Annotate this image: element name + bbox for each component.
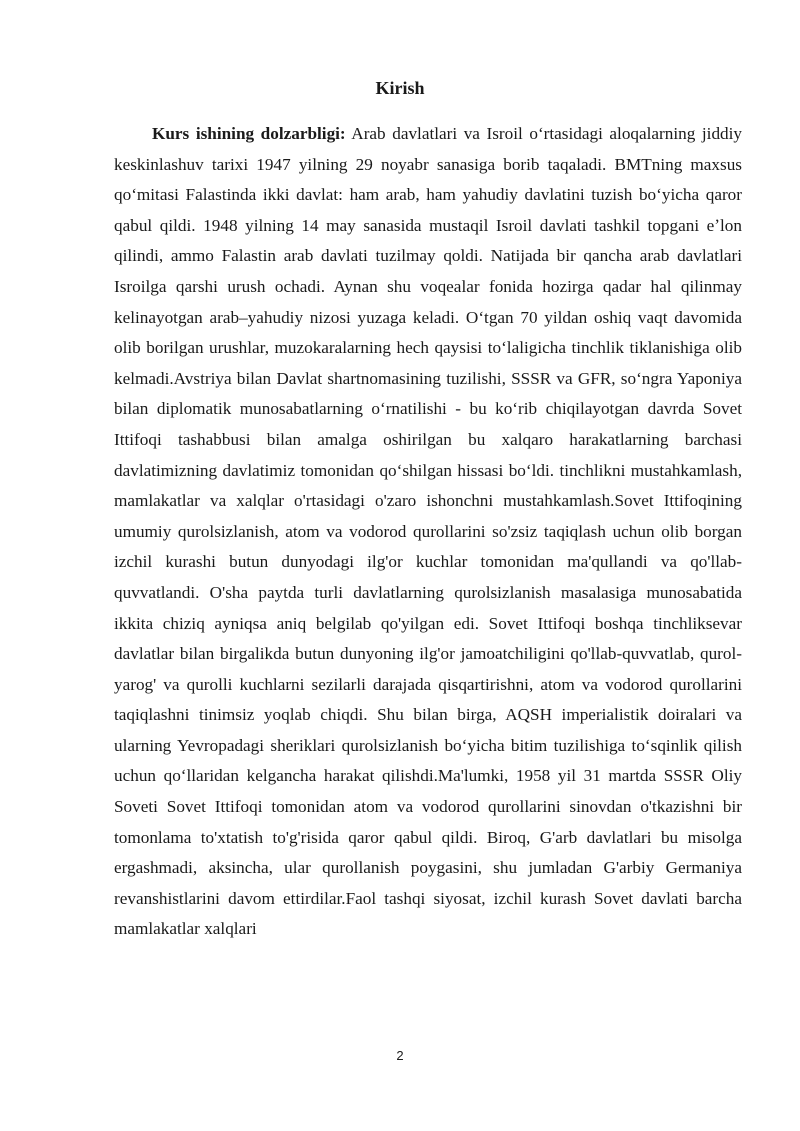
page-number: 2	[396, 1048, 404, 1063]
body-paragraph	[114, 119, 742, 945]
paragraph-text: Arab davlatlari va Isroil oʻrtasidagi aloqalarning jiddiy keskinlashuv tarixi 1947 yilning 29 noyabr sanasiga borib taqaladi. BMTning maxsus qoʻmitasi Falastinda ikki davlat: ham arab, ham yahudiy davlatini tuzish boʻyicha qaror qabul qildi. 1948 yilning 14 may sanasida mustaqil Isroil davlati tashkil topgani eʼlon qilindi, ammo Falastin arab davlati tuzilmay qoldi. Natijada bir qancha arab davlatlari Isroilga qarshi urush ochadi. Aynan shu voqealar fonida hozirga qadar hal qilinmay kelinayotgan arab–yahudiy nizosi yuzaga keladi. Oʻtgan 70 yildan oshiq vaqt davomida olib borilgan urushlar, muzokaralarning hech qaysisi toʻlaligicha tinchlik tiklanishiga olib kelmadi.Avstriya bilan Davlat shartnomasining tuzilishi, SSSR va GFR, soʻngra Yaponiya bilan diplomatik munosabatlarning oʻrnatilishi - bu koʻrib chiqilayotgan davrda Sovet Ittifoqi tashabbusi bilan amalga oshirilgan bu xalqaro harakatlarning barchasi davlatimizning davlatimiz tomonidan qoʻshilgan hissasi boʻldi. tinchlikni mustahkamlash, mamlakatlar va xalqlar o'rtasidagi o'zaro ishonchni mustahkamlash.Sovet Ittifoqining umumiy qurolsizlanish, atom va vodorod qurollarini so'zsiz taqiqlash uchun olib borgan izchil kurashi butun dunyodagi ilg'or kuchlar tomonidan ma'qullandi va qo'llab-quvvatlandi. O'sha paytda turli davlatlarning qurolsizlanish masalasiga munosabatida ikkita chiziq ayniqsa aniq belgilab qo'yilgan edi. Sovet Ittifoqi boshqa tinchliksevar davlatlar bilan birgalikda butun dunyoning ilg'or jamoatchiligini qo'llab-quvvatlab, qurol-yarog' va qurolli kuchlarni sezilarli darajada qisqartirishni, atom va vodorod qurollarini taqiqlashni tinimsiz yoqlab chiqdi. Shu bilan birga, AQSH imperialistik doiralari va ularning Yevropadagi sheriklari qurolsizlanish boʻyicha bitim tuzilishiga toʻsqinlik qilish uchun qoʻllaridan kelgancha harakat qilishdi.Ma'lumki, 1958 yil 31 martda SSSR Oliy Soveti Sovet Ittifoqi tomonidan atom va vodorod qurollarini sinovdan o'tkazishni bir tomonlama to'xtatish to'g'risida qaror qabul qildi. Biroq, G'arb davlatlari bu misolga ergashmadi, aksincha, ular qurollanish poygasini, shu jumladan G'arbiy Germaniya revanshistlarini davom ettirdilar.Faol tashqi siyosat, izchil kurash Sovet davlati barcha mamlakatlar xalqlari	[114, 124, 743, 939]
paragraph-lead: Kurs ishining dolzarbligi:	[152, 124, 346, 143]
page-title: Kirish	[375, 78, 425, 98]
